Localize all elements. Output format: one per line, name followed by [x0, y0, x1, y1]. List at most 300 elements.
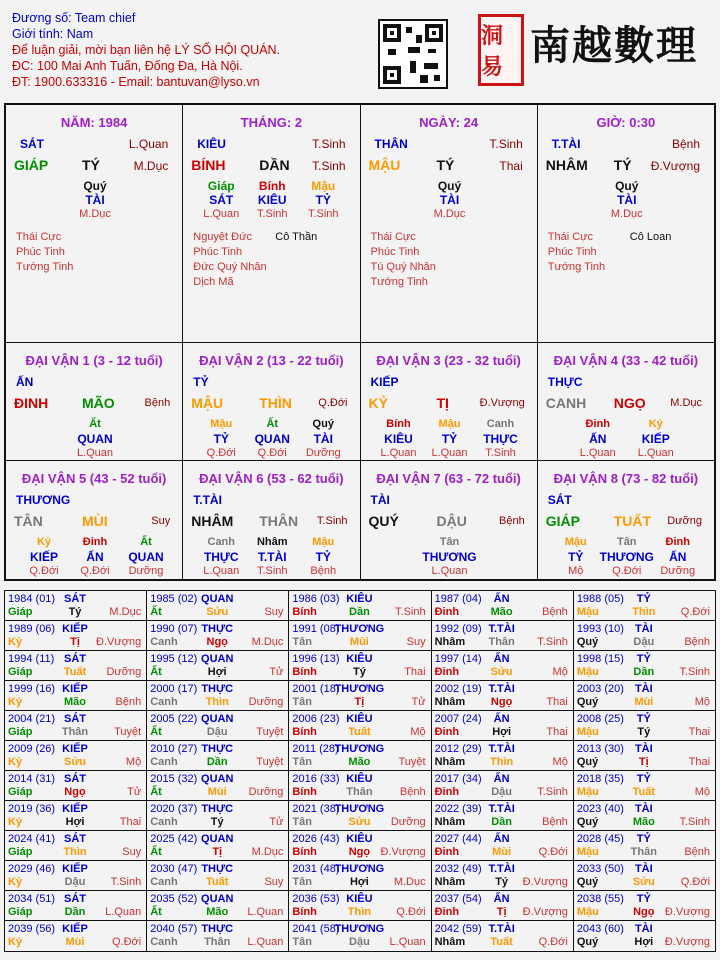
pillar-ten-god: THÂN [374, 137, 408, 151]
daivan-chi: TỊ [436, 395, 449, 411]
year-can: Giáp [8, 906, 33, 918]
year-can: Đinh [434, 606, 460, 618]
hidden-state: M.Dục [433, 208, 466, 220]
year-label: 2020 (37) [150, 803, 198, 815]
year-row [5, 801, 715, 831]
year-ten-god: T.TÀI [488, 803, 515, 815]
year-state: Tử [269, 816, 284, 828]
year-cell [5, 621, 147, 650]
pillar-title: NĂM: 1984 [60, 115, 128, 130]
year-chi: Tuất [490, 936, 513, 948]
year-ten-god: THƯƠNG [334, 623, 385, 635]
year-cell [5, 801, 147, 830]
year-cell [289, 651, 431, 680]
daivan-chi: MÃO [82, 395, 115, 411]
year-can: Tân [292, 936, 312, 948]
year-chi: Tý [352, 666, 366, 678]
year-ten-god: TÀI [634, 923, 653, 935]
pillar-title: NGÀY: 24 [419, 115, 479, 130]
hidden-stem: Quý [437, 179, 462, 193]
year-can: Nhâm [434, 936, 466, 948]
year-cell [289, 681, 431, 710]
year-chi: Mùi [634, 696, 654, 708]
year-cell [5, 891, 147, 920]
hidden-state: L.Quan [637, 447, 674, 459]
year-label: 2017 (34) [434, 773, 482, 785]
year-state: L.Quan [389, 936, 426, 948]
year-ten-god: THỰC [201, 683, 234, 695]
daivan-can: TÂN [14, 513, 43, 529]
year-chi: Thân [488, 636, 515, 648]
year-label: 1992 (09) [434, 623, 482, 635]
year-state: Đ.Vượng [522, 876, 568, 888]
hidden-state: Dưỡng [128, 565, 164, 577]
year-label: 1998 (15) [576, 653, 624, 665]
year-ten-god: KIÊU [346, 713, 373, 725]
year-ten-god: TỶ [636, 713, 651, 725]
year-label: 2039 (56) [8, 923, 56, 935]
year-state: T.Sinh [537, 786, 568, 798]
hidden-stem: Tân [616, 536, 637, 548]
year-can: Mậu [576, 786, 599, 798]
year-cell [5, 921, 147, 951]
year-can: Đinh [434, 786, 460, 798]
daivan-state: Dưỡng [667, 515, 702, 527]
address-line: ĐC: 100 Mai Anh Tuấn, Đống Đa, Hà Nội. [12, 59, 243, 73]
year-state: Tử [411, 696, 426, 708]
year-label: 1986 (03) [292, 593, 340, 605]
year-cell [289, 801, 431, 830]
chart-grid [4, 103, 716, 581]
year-can: Tân [292, 876, 312, 888]
year-state: T.Sinh [679, 666, 711, 678]
year-label: 2007 (24) [434, 713, 482, 725]
pillar-title: GIỜ: 0:30 [596, 115, 656, 130]
star-label-2: Cô Thần [275, 231, 318, 243]
year-can: Kỷ [8, 756, 23, 768]
hidden-god: TỶ [315, 550, 331, 564]
daivan-state: Q.Đới [318, 397, 348, 409]
year-state: Mộ [694, 786, 711, 798]
year-state: Đ.Vượng [522, 906, 568, 918]
year-ten-god: SÁT [64, 893, 86, 905]
daivan-cell [538, 461, 714, 579]
year-can: Canh [150, 696, 178, 708]
pillar-cell [183, 105, 360, 342]
daivan-state: T.Sinh [316, 515, 348, 527]
hidden-god: TÀI [617, 193, 637, 207]
year-can: Đinh [434, 846, 460, 858]
year-can: Tân [292, 696, 312, 708]
daivan-chi: DẬU [436, 513, 467, 529]
year-state: Q.Đới [111, 936, 142, 948]
hidden-god: TỶ [315, 193, 331, 207]
phone-email-line: ĐT: 1900.633316 - Email: bantuvan@lyso.vn [12, 75, 260, 89]
hidden-stem: Quý [312, 418, 334, 430]
year-cell [147, 711, 289, 740]
year-cell [147, 651, 289, 680]
daivan-chi: MÙI [82, 513, 108, 529]
hidden-state: Bệnh [310, 565, 337, 577]
year-chi: Thân [204, 936, 231, 948]
daivan-can: ĐINH [14, 395, 49, 411]
daivan-ten-god: KIẾP [370, 375, 399, 389]
year-state: T.Sinh [679, 816, 711, 828]
daivan-title: ĐẠI VẬN 7 (63 - 72 tuổi) [376, 471, 521, 486]
hidden-stem: Kỷ [36, 536, 52, 548]
star-label: Thái Cực [547, 231, 594, 243]
pillar-can: GIÁP [14, 157, 49, 173]
year-cell [432, 921, 574, 951]
hidden-stem: Bính [386, 418, 411, 430]
year-label: 1997 (14) [434, 653, 482, 665]
year-ten-god: TỶ [636, 893, 651, 905]
year-chi: Mùi [492, 846, 512, 858]
year-chi: Tị [212, 846, 223, 858]
year-can: Tân [292, 756, 312, 768]
pillar-cell [361, 105, 538, 342]
year-state: Tử [127, 786, 142, 798]
year-cell [147, 801, 289, 830]
year-can: Giáp [8, 666, 33, 678]
year-row [5, 921, 715, 951]
year-label: 2003 (20) [576, 683, 624, 695]
hidden-god: THƯƠNG [599, 550, 654, 564]
year-chi: Mão [64, 696, 86, 708]
hidden-state: Q.Đới [257, 447, 287, 459]
daivan-ten-god: TÀI [370, 493, 390, 507]
year-ten-god: SÁT [64, 713, 86, 725]
year-state: Bệnh [684, 846, 711, 858]
daivan-state: Đ.Vượng [479, 397, 525, 409]
year-chi: Hợi [207, 666, 227, 678]
year-ten-god: T.TÀI [488, 863, 515, 875]
year-can: Nhâm [434, 876, 466, 888]
year-ten-god: TÀI [634, 683, 653, 695]
year-ten-god: T.TÀI [488, 923, 515, 935]
year-cell [574, 861, 715, 890]
year-can: Nhâm [434, 816, 466, 828]
year-cell [432, 771, 574, 800]
year-chi: Mão [490, 606, 513, 618]
hidden-state: Mộ [568, 565, 584, 577]
year-chi: Dần [64, 906, 86, 918]
year-ten-god: ẤN [493, 833, 510, 845]
year-chi: Tị [496, 906, 507, 918]
year-label: 2010 (27) [150, 743, 198, 755]
year-row [5, 621, 715, 651]
star-label: Phúc Tinh [370, 246, 420, 258]
year-chi: Ngọ [206, 636, 228, 648]
year-label: 2005 (22) [150, 713, 198, 725]
year-cell [574, 771, 715, 800]
year-state: Suy [122, 846, 142, 858]
year-chi: Tị [354, 696, 365, 708]
year-label: 2009 (26) [8, 743, 56, 755]
star-label: Tướng Tinh [370, 276, 428, 288]
year-label: 2001 (18) [292, 683, 340, 695]
year-cell [289, 591, 431, 620]
year-chi: Thân [61, 726, 89, 738]
hidden-stem: Mậu [210, 418, 233, 430]
daivan-can: MẬU [191, 395, 224, 411]
pillar-ten-god: T.TÀI [551, 137, 581, 151]
hidden-state: M.Dục [79, 208, 111, 220]
hidden-stem: Tân [439, 536, 460, 548]
year-cell [574, 801, 715, 830]
year-can: Giáp [8, 606, 33, 618]
daivan-ten-god: ẤN [16, 375, 34, 389]
hidden-state: Dưỡng [305, 447, 341, 459]
year-state: Thai [688, 756, 711, 768]
year-cell [432, 651, 574, 680]
hidden-state: M.Dục [610, 208, 643, 220]
year-label: 2006 (23) [292, 713, 340, 725]
year-state: Bệnh [399, 786, 426, 798]
year-state: Mộ [125, 756, 142, 768]
year-can: Nhâm [434, 696, 466, 708]
year-cell [432, 591, 574, 620]
year-cell [432, 801, 574, 830]
year-label: 1985 (02) [150, 593, 198, 605]
year-label: 2037 (54) [434, 893, 482, 905]
star-label: Tướng Tinh [547, 261, 606, 273]
daivan-title: ĐẠI VẬN 1 (3 - 12 tuổi) [25, 353, 163, 368]
year-ten-god: QUAN [201, 833, 234, 845]
year-state: Tuyệt [398, 756, 426, 768]
pillar-top-state: T.Sinh [312, 137, 346, 151]
daivan-row-1 [6, 343, 714, 461]
hidden-stem: Kỷ [648, 418, 663, 430]
year-label: 2004 (21) [8, 713, 56, 725]
hidden-god: TÀI [439, 193, 460, 207]
daivan-ten-god: SÁT [547, 493, 572, 507]
hidden-god: TÀI [85, 193, 105, 207]
year-chi: Dần [491, 816, 512, 828]
year-ten-god: SÁT [64, 773, 86, 785]
hidden-god: SÁT [209, 193, 234, 207]
year-ten-god: TỶ [636, 833, 651, 845]
year-cell [147, 921, 289, 951]
year-can: Nhâm [434, 636, 466, 648]
daivan-cell [361, 343, 538, 460]
hidden-stem: Quý [615, 179, 639, 193]
year-can: Bính [292, 666, 317, 678]
year-chi: Tý [637, 726, 651, 738]
hidden-stem: Quý [83, 179, 107, 193]
hidden-state: L.Quan [203, 208, 240, 220]
year-state: Q.Đới [538, 936, 568, 948]
year-can: Giáp [8, 786, 33, 798]
year-chi: Thìn [347, 906, 372, 918]
hidden-stem: Ất [140, 536, 152, 548]
daivan-title: ĐẠI VẬN 3 (23 - 32 tuổi) [376, 353, 521, 368]
year-label: 2036 (53) [292, 893, 340, 905]
year-label: 2016 (33) [292, 773, 340, 785]
year-ten-god: THƯƠNG [334, 683, 385, 695]
year-ten-god: KIẾP [62, 863, 88, 875]
pillar-chi: TÝ [613, 157, 632, 173]
year-cell [147, 741, 289, 770]
hidden-stem: Đinh [665, 536, 690, 548]
hidden-stem: Đinh [82, 536, 108, 548]
year-state: Suy [264, 876, 284, 888]
year-state: Dưỡng [248, 786, 284, 798]
year-can: Ất [150, 666, 162, 678]
contact-line: Để luận giải, mời bạn liên hệ LÝ SỐ HỘI QUÁN. [12, 43, 281, 57]
qr-code-icon[interactable] [378, 19, 448, 89]
year-state: Thai [119, 816, 142, 828]
year-chi: Tị [638, 756, 649, 768]
daivan-state: Suy [151, 515, 171, 527]
year-chi: Thìn [205, 696, 229, 708]
year-ten-god: TÀI [634, 863, 653, 875]
pillar-top-state: Bệnh [671, 137, 700, 151]
hidden-state: L.Quan [431, 565, 468, 577]
year-cell [289, 831, 431, 860]
year-state: Q.Đới [538, 846, 568, 858]
year-chi: Tý [495, 876, 509, 888]
year-can: Nhâm [434, 756, 466, 768]
year-label: 2033 (50) [576, 863, 624, 875]
hidden-state: T.Sinh [256, 565, 288, 577]
year-ten-god: KIÊU [346, 893, 373, 905]
hidden-god: T.TÀI [257, 550, 287, 564]
year-cell [5, 711, 147, 740]
year-state: Mộ [694, 696, 711, 708]
year-can: Bính [292, 786, 317, 798]
star-label: Đức Quý Nhân [193, 261, 267, 273]
year-ten-god: THỰC [201, 743, 234, 755]
year-chi: Mão [206, 906, 229, 918]
year-state: Mộ [552, 666, 568, 678]
year-label: 2041 (58) [292, 923, 340, 935]
year-state: T.Sinh [395, 606, 426, 618]
year-ten-god: TÀI [634, 743, 653, 755]
hidden-god: TỶ [213, 432, 229, 446]
year-cell [289, 741, 431, 770]
pillar-chi-state: M.Dục [133, 159, 169, 173]
year-label: 1996 (13) [292, 653, 340, 665]
year-row [5, 681, 715, 711]
year-row [5, 651, 715, 681]
hidden-state: L.Quan [579, 447, 616, 459]
hidden-god: ẤN [669, 550, 687, 564]
year-chi: Thân [346, 786, 373, 798]
year-chi: Dậu [633, 636, 655, 648]
year-state: Thai [546, 726, 568, 738]
year-cell [432, 891, 574, 920]
year-chi: Ngọ [633, 906, 655, 918]
year-state: L.Quan [105, 906, 142, 918]
daivan-ten-god: T.TÀI [193, 493, 222, 507]
daivan-state: M.Dục [670, 397, 702, 409]
year-state: T.Sinh [110, 876, 142, 888]
hidden-stem: Mậu [438, 418, 461, 430]
pillar-chi: TÝ [82, 157, 100, 173]
hidden-stem: Giáp [207, 179, 235, 193]
year-label: 2023 (40) [576, 803, 624, 815]
year-state: M.Dục [109, 606, 142, 618]
year-label: 2026 (43) [292, 833, 340, 845]
year-label: 2013 (30) [576, 743, 624, 755]
year-can: Kỷ [8, 816, 23, 828]
year-ten-god: TÀI [634, 623, 653, 635]
hidden-god: THƯƠNG [422, 550, 477, 564]
year-state: Dưỡng [248, 696, 284, 708]
year-ten-god: KIẾP [62, 743, 88, 755]
year-ten-god: THỰC [201, 803, 234, 815]
hidden-state: T.Sinh [256, 208, 288, 220]
year-label: 2043 (60) [576, 923, 624, 935]
year-cell [147, 891, 289, 920]
year-cell [5, 741, 147, 770]
star-label: Dịch Mã [193, 276, 234, 288]
year-cell [574, 651, 715, 680]
pillar-top-state: T.Sinh [489, 137, 523, 151]
year-cell [289, 861, 431, 890]
year-cell [5, 681, 147, 710]
year-label: 2008 (25) [576, 713, 624, 725]
year-chi: Dần [349, 606, 370, 618]
year-chi: Hợi [65, 816, 85, 828]
hidden-stem: Nhâm [256, 536, 288, 548]
year-can: Ất [150, 606, 162, 618]
year-cell [289, 771, 431, 800]
year-can: Đinh [434, 666, 460, 678]
daivan-can: GIÁP [545, 513, 580, 529]
pillars-row [6, 105, 714, 343]
year-chi: Hợi [349, 876, 369, 888]
brand-logo: 南越數理 [530, 22, 698, 69]
year-label: 1987 (04) [434, 593, 482, 605]
hidden-god: QUAN [128, 550, 164, 564]
year-can: Quý [576, 636, 599, 648]
year-label: 2012 (29) [434, 743, 482, 755]
hidden-state: Q.Đới [206, 447, 236, 459]
year-label: 2011 (28) [292, 743, 339, 755]
year-label: 2038 (55) [576, 893, 624, 905]
year-chi: Ngọ [348, 846, 371, 858]
star-label: Tướng Tinh [16, 261, 74, 273]
year-state: L.Quan [247, 936, 284, 948]
year-label: 2040 (57) [150, 923, 198, 935]
year-state: Đ.Vượng [664, 936, 711, 948]
year-ten-god: SÁT [64, 833, 86, 845]
daivan-title: ĐẠI VẬN 6 (53 - 62 tuổi) [199, 471, 344, 486]
year-can: Quý [576, 936, 599, 948]
daivan-can: KỶ [368, 395, 388, 411]
year-cell [574, 921, 715, 951]
year-cell [432, 831, 574, 860]
hidden-god: KIÊU [384, 432, 413, 446]
year-label: 1990 (07) [150, 623, 198, 635]
daivan-ten-god: TỶ [193, 375, 209, 389]
year-can: Ất [150, 906, 162, 918]
year-can: Ất [150, 846, 162, 858]
year-state: Tử [269, 666, 284, 678]
year-ten-god: ẤN [493, 893, 510, 905]
daivan-cell [538, 343, 714, 460]
year-chi: Tuất [206, 876, 229, 888]
year-state: Thai [546, 696, 568, 708]
year-can: Canh [150, 816, 178, 828]
year-label: 2002 (19) [434, 683, 482, 695]
year-ten-god: QUAN [201, 893, 234, 905]
hidden-god: KIÊU [257, 193, 287, 207]
year-row [5, 591, 715, 621]
year-can: Bính [292, 906, 317, 918]
